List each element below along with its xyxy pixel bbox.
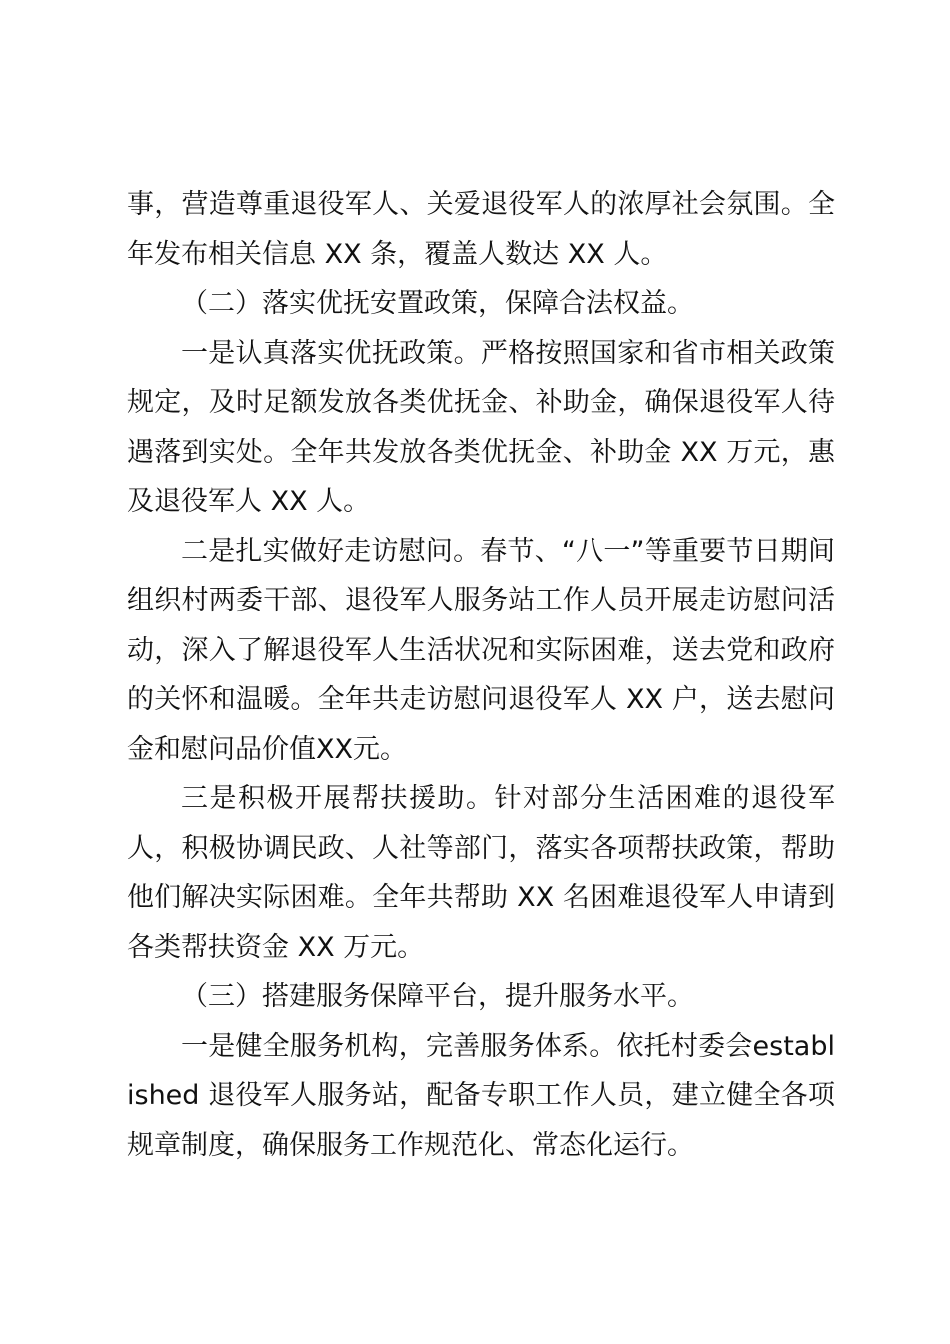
- paragraph-preferential-policy: 一是认真落实优抚政策。严格按照国家和省市相关政策规定，及时足额发放各类优抚金、补助金，确保退役军人待遇落到实处。全年共发放各类优抚金、补助金 XX 万元，惠及退役军人 XX 人。: [127, 337, 835, 517]
- section-heading-3: （三）搭建服务保障平台，提升服务水平。: [181, 981, 694, 1012]
- paragraph-service-institution: 一是健全服务机构，完善服务体系。依托村委会established 退役军人服务站，配备专职工作人员，建立健全各项规章制度，确保服务工作规范化、常态化运行。: [127, 1030, 835, 1161]
- paragraph-continuation: 事，营造尊重退役军人、关爱退役军人的浓厚社会氛围。全年发布相关信息 XX 条，覆盖人数达 XX 人。: [127, 189, 835, 270]
- section-heading-2: （二）落实优抚安置政策，保障合法权益。: [181, 288, 694, 319]
- paragraph-assistance: 三是积极开展帮扶援助。针对部分生活困难的退役军人，积极协调民政、人社等部门，落实各项帮扶政策，帮助他们解决实际困难。全年共帮助 XX 名困难退役军人申请到各类帮扶资金 XX 万元。: [127, 783, 835, 963]
- paragraph-visits: 二是扎实做好走访慰问。春节、“八一”等重要节日期间组织村两委干部、退役军人服务站工作人员开展走访慰问活动，深入了解退役军人生活状况和实际困难，送去党和政府的关怀和温暖。全年共走访慰问退役军人 XX 户，送去慰问金和慰问品价值XX元。: [127, 535, 835, 765]
- document-body: [127, 180, 835, 1170]
